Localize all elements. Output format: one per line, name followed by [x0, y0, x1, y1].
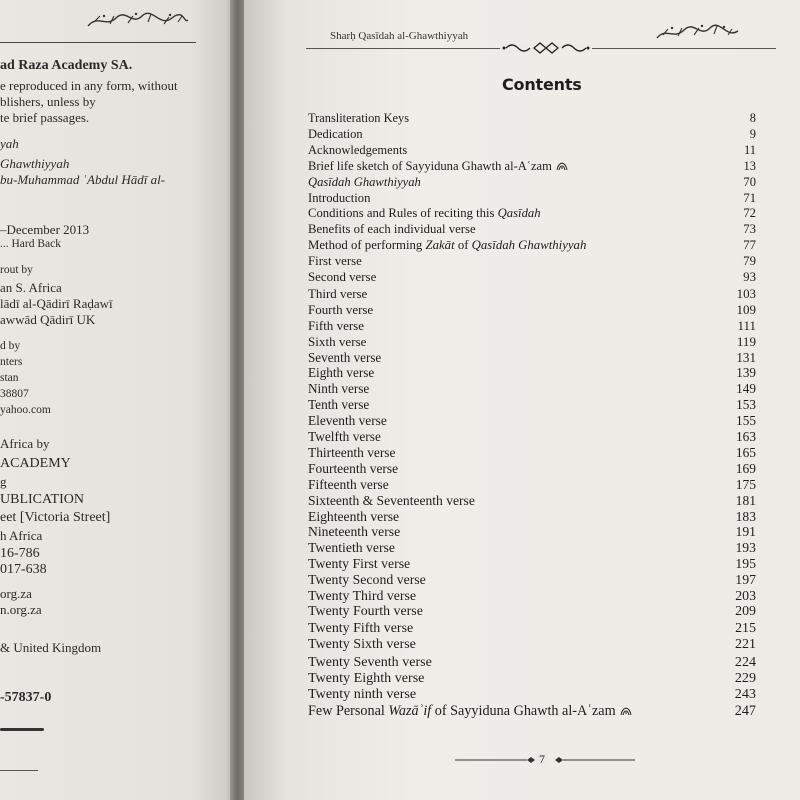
toc-entry-title [308, 206, 541, 221]
toc-entry [308, 477, 756, 493]
toc-entry-title-text: Sixteenth & Seventeenth verse [308, 492, 475, 508]
toc-entry-title-text: Twenty ninth verse [308, 686, 417, 703]
toc-entry-page: 193 [735, 540, 756, 556]
imprint-line: org.za [0, 586, 32, 601]
toc-entry-title [308, 302, 373, 318]
toc-entry-page: 183 [735, 508, 756, 524]
toc-entry-title [308, 238, 586, 253]
toc-entry-title [308, 509, 399, 525]
imprint-line: yah [0, 136, 19, 151]
imprint-line: 38807 [0, 388, 29, 400]
toc-entry-title [308, 270, 376, 285]
toc-entry [308, 175, 756, 191]
toc-entry-title [308, 159, 568, 174]
toc-entry-title-italic: Qasīdah Ghawthiyyah [471, 238, 587, 253]
toc-entry-title-text: Dedication [308, 126, 363, 141]
toc-entry [308, 524, 756, 540]
toc-entry-title-text: Eleventh verse [308, 413, 387, 429]
toc-entry [308, 686, 756, 702]
toc-entry-title [308, 637, 416, 653]
toc-entry-title-text: Twenty Third verse [308, 588, 417, 603]
toc-entry [308, 509, 756, 525]
toc-entry-page: 71 [743, 190, 756, 205]
toc-entry-title [308, 621, 413, 637]
imprint-line: awwād Qādirī UK [0, 312, 96, 327]
toc-entry-title [308, 318, 364, 334]
toc-entry [308, 397, 756, 413]
toc-entry-title [308, 143, 407, 158]
toc-entry [308, 238, 756, 254]
toc-entry-title [308, 413, 387, 429]
toc-entry-page: 149 [736, 381, 756, 397]
toc-entry-title-text: Tenth verse [308, 397, 370, 413]
toc-entry-title [308, 111, 409, 126]
toc-entry-title-text: First verse [308, 254, 362, 269]
toc-entry-title-text: Twenty Second verse [308, 572, 426, 588]
running-header: Sharḥ Qasīdah al-Ghawthiyyah [330, 30, 469, 42]
toc-entry-page: 70 [743, 174, 756, 189]
imprint-line: Africa by [0, 436, 50, 451]
imprint-line: eet [Victoria Street] [0, 510, 111, 525]
imprint-line: -57837-0 [0, 690, 52, 705]
toc-entry [308, 556, 756, 572]
toc-entry-page: 175 [735, 476, 756, 492]
toc-entry-title-text: Few Personal [308, 702, 389, 719]
imprint-line: e reproduced in any form, without [0, 78, 178, 93]
imprint-line: n.org.za [0, 602, 42, 617]
toc-entry-title [308, 175, 421, 190]
toc-entry [308, 143, 756, 159]
toc-entry-page: 72 [743, 206, 756, 221]
toc-entry-title [308, 524, 400, 540]
toc-entry-page: 215 [735, 620, 756, 636]
toc-entry-page: 13 [743, 158, 756, 173]
toc-entry-title [308, 572, 426, 588]
toc-entry-title-text: Eighteenth verse [308, 508, 400, 524]
toc-entry-title [308, 670, 424, 687]
toc-entry-title-text: Twenty Eighth verse [308, 670, 425, 686]
toc-entry-title-text: Benefits of each individual verse [308, 222, 476, 237]
toc-entry-page: 93 [743, 270, 756, 284]
toc-entry [308, 270, 756, 286]
toc-entry [308, 445, 756, 461]
toc-entry-title-text: Fifteenth verse [308, 476, 389, 492]
toc-entry-title-text: Conditions and Rules of reciting this [308, 206, 498, 221]
toc-entry [308, 540, 756, 556]
toc-entry-title-text: of Sayyiduna Ghawth al-Aʿzam [431, 702, 616, 719]
toc-entry-page: 247 [734, 702, 756, 719]
toc-entry [308, 429, 756, 445]
toc-entry-title-text: Brief life sketch of Sayyiduna Ghawth al-Aʿzam [308, 158, 552, 173]
toc-entry-title [308, 686, 416, 703]
toc-entry-title-text: of [454, 238, 472, 253]
imprint-line: stan [0, 372, 19, 384]
right-page [244, 0, 800, 800]
toc-entry-page: 119 [736, 333, 756, 349]
imprint-line: yahoo.com [0, 404, 51, 416]
imprint-line: g [0, 474, 7, 489]
imprint-line: h Africa [0, 528, 43, 543]
toc-entry [308, 654, 756, 670]
toc-entry-title-text: Twelfth verse [308, 429, 381, 444]
toc-entry-title-text: Eighth verse [308, 365, 375, 381]
toc-entry-title [308, 127, 363, 142]
toc-entry-page: 155 [736, 413, 756, 429]
calligraphy-ornament-icon [654, 22, 740, 44]
toc-entry-title-text: Sixth verse [308, 333, 367, 349]
toc-entry [308, 493, 756, 509]
toc-entry-title-italic: Qasīdah Ghawthiyyah [308, 174, 421, 189]
honorific-seal-icon [620, 707, 632, 716]
toc-entry [308, 670, 756, 686]
toc-entry-title-text: Twenty Fourth verse [308, 604, 423, 620]
imprint-line: 16-786 [0, 546, 40, 561]
toc-entry-page: 229 [734, 670, 756, 686]
toc-entry-title [308, 381, 369, 397]
toc-entry-title [308, 429, 381, 445]
imprint-line: nters [0, 356, 23, 368]
toc-entry [308, 206, 756, 222]
toc-entry [308, 350, 756, 366]
toc-entry-page: 11 [743, 142, 756, 157]
toc-entry-title-text: Twenty Fifth verse [308, 620, 414, 636]
toc-entry-title-text: Fourteenth verse [308, 460, 399, 476]
imprint-line: te brief passages. [0, 110, 90, 125]
toc-entry [308, 127, 756, 143]
toc-entry-title [308, 397, 369, 413]
toc-entry-page: 8 [749, 111, 756, 125]
page-number: 7 [536, 752, 548, 767]
imprint-line: rout by [0, 264, 33, 276]
toc-entry-title [308, 365, 374, 381]
toc-entry-page: 153 [736, 397, 756, 413]
toc-entry [308, 572, 756, 588]
toc-entry-page: 77 [743, 238, 756, 253]
toc-entry [308, 703, 756, 719]
toc-entry-page: 197 [735, 572, 756, 588]
toc-entry-title [308, 588, 416, 604]
toc-entry-title-italic: Wazāʾif [388, 702, 432, 719]
imprint-line: blishers, unless by [0, 94, 96, 109]
toc-entry [308, 159, 756, 175]
toc-entry-page: 73 [743, 222, 756, 237]
toc-entry-page: 243 [734, 686, 756, 703]
toc-entry-page: 203 [735, 588, 756, 603]
toc-entry-page: 169 [735, 460, 756, 476]
honorific-seal-icon [556, 162, 568, 171]
toc-entry-page: 131 [736, 349, 756, 365]
toc-entry-title [308, 445, 395, 461]
footer-rule [0, 770, 38, 771]
toc-entry [308, 286, 756, 302]
toc-entry-title-text: Ninth verse [308, 381, 370, 397]
toc-entry-page: 79 [743, 254, 756, 269]
toc-entry-page: 181 [735, 492, 756, 508]
toc-entry-title-text: Seventh verse [308, 349, 382, 365]
toc-entry-title-text: Twentieth verse [308, 540, 395, 556]
toc-entry [308, 621, 756, 637]
toc-entry-title [308, 477, 389, 493]
toc-entry-title-text: Nineteenth verse [308, 524, 401, 540]
toc-entry-title [308, 493, 475, 509]
toc-entry-page: 224 [734, 653, 756, 670]
toc-entry [308, 461, 756, 477]
decorative-dash [0, 728, 44, 731]
toc-entry-title-text: Acknowledgements [308, 142, 408, 157]
toc-entry [308, 413, 756, 429]
toc-entry-page: 191 [735, 524, 756, 540]
toc-entry-title [308, 540, 395, 556]
toc-entry-page: 221 [735, 637, 756, 653]
knot-ornament-icon [500, 41, 592, 55]
imprint-line: lādī al-Qādirī Raḍawī [0, 296, 113, 311]
toc-entry-page: 111 [737, 317, 756, 333]
toc-entry-title [308, 334, 366, 350]
imprint-line: & United Kingdom [0, 640, 102, 655]
imprint-line: ... Hard Back [0, 238, 61, 250]
imprint-line: d by [0, 340, 21, 352]
toc-entry-title [308, 191, 370, 206]
imprint-line: ACADEMY [0, 456, 71, 471]
toc-entry [308, 254, 756, 270]
toc-entry-title [308, 254, 362, 269]
toc-entry-title-text: Twenty Seventh verse [308, 653, 432, 670]
toc-entry [308, 191, 756, 207]
imprint-line: ad Raza Academy SA. [0, 58, 133, 73]
toc-entry-title [308, 654, 432, 671]
toc-entry-page: 209 [735, 604, 756, 620]
toc-entry-title-italic: Qasīdah [497, 206, 541, 221]
header-rule [0, 42, 196, 43]
toc-entry-title-text: Transliteration Keys [308, 111, 410, 125]
toc-entry-title [308, 350, 381, 366]
calligraphy-ornament-icon [84, 10, 190, 32]
toc-entry [308, 111, 756, 127]
toc-entry-title-text: Twenty Sixth verse [308, 637, 416, 653]
toc-entry-page: 165 [735, 444, 756, 460]
toc-entry [308, 588, 756, 604]
toc-entry-title-italic: Zakāt [425, 238, 455, 253]
toc-entry [308, 318, 756, 334]
toc-entry-title-text: Method of performing [308, 238, 426, 253]
toc-entry [308, 222, 756, 238]
toc-entry-title-text: Third verse [308, 285, 368, 301]
toc-entry-page: 195 [735, 556, 756, 572]
toc-entry [308, 381, 756, 397]
toc-entry-page: 109 [736, 301, 756, 317]
toc-entry-title [308, 222, 476, 237]
toc-entry-title [308, 286, 367, 302]
toc-entry-page: 103 [736, 285, 756, 301]
imprint-line: Ghawthiyyah [0, 156, 70, 171]
imprint-line: an S. Africa [0, 280, 62, 295]
toc-entry-title-text: Second verse [308, 270, 377, 284]
toc-entry [308, 334, 756, 350]
toc-entry-title-text: Introduction [308, 190, 371, 205]
toc-entry [308, 604, 756, 620]
toc-entry-page: 139 [736, 365, 756, 381]
toc-entry [308, 637, 756, 653]
toc-entry-page: 163 [735, 429, 756, 444]
toc-entry-title-text: Fourth verse [308, 301, 374, 317]
toc-entry [308, 302, 756, 318]
toc-entry-page: 9 [749, 126, 756, 141]
toc-entry-title [308, 604, 423, 620]
toc-entry-title-text: Twenty First verse [308, 556, 411, 572]
toc-entry-title-text: Thirteenth verse [308, 444, 396, 460]
imprint-line: –December 2013 [0, 222, 90, 237]
toc-entry-title [308, 556, 410, 572]
toc-entry-title [308, 703, 632, 720]
imprint-line: UBLICATION [0, 492, 84, 507]
page-title: Contents [502, 75, 582, 94]
toc-entry-title-text: Fifth verse [308, 317, 365, 333]
imprint-line: 017-638 [0, 562, 47, 577]
toc-entry [308, 365, 756, 381]
imprint-line: bu-Muhammad ʿAbdul Hādī al- [0, 172, 166, 187]
toc-entry-title [308, 461, 398, 477]
left-page [0, 0, 238, 800]
